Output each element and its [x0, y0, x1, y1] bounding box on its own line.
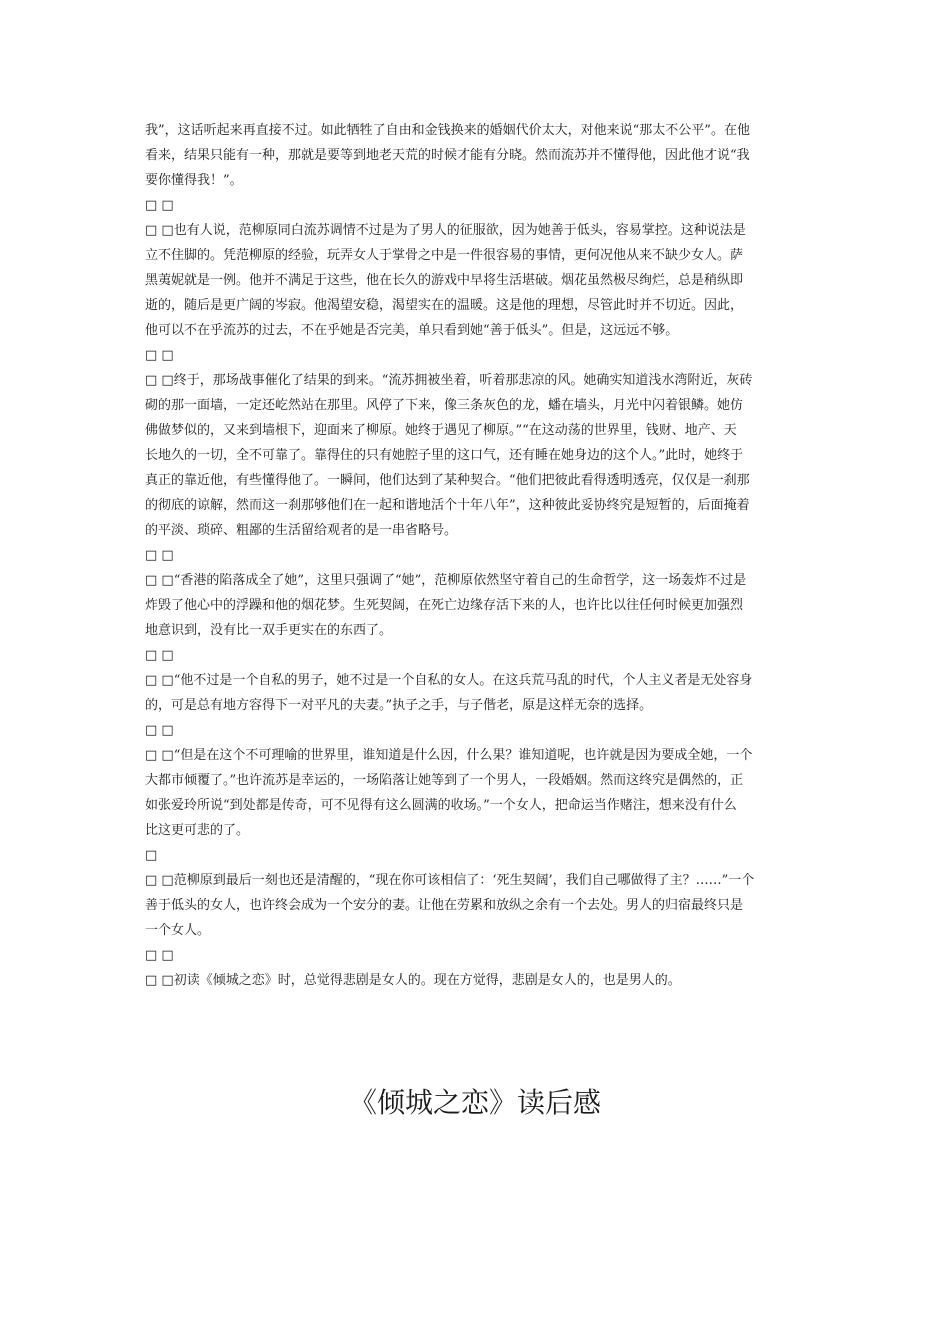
text-line: 炸毁了他心中的浮躁和他的烟花梦。生死契阔，在死亡边缘存活下来的人，也许比以往任何时候更加强烈	[145, 598, 744, 613]
text-line: 一个女人。	[145, 923, 211, 938]
text-line: 要你懂得我！”。	[145, 173, 243, 188]
text-line: □	[145, 848, 158, 863]
text-line: □ □“他不过是一个自私的男子，她不过是一个自私的女人。在这兵荒马乱的时代，个人主义者是无处容身	[145, 673, 753, 688]
text-line: 看来，结果只能有一种，那就是要等到地老天荒的时候才能有分晓。然而流苏并不懂得他，因此他才说“我	[145, 148, 750, 163]
text-line: 长地久的一切，全不可靠了。靠得住的只有她腔子里的这口气，还有睡在她身边的这个人。”此时，她终于	[145, 448, 744, 463]
text-line: 黑荑妮就是一例。他并不满足于这些，他在长久的游戏中早将生活堪破。烟花虽然极尽绚烂，总是稍纵即	[145, 273, 744, 288]
text-line: 的彻底的谅解，然而这一刹那够他们在一起和谐地活个十年八年”，这种彼此妥协终究是短暂的，后面掩着	[145, 498, 750, 513]
text-line: 地意识到，没有比一双手更实在的东西了。	[145, 623, 393, 638]
text-line: 真正的靠近他，有些懂得他了。一瞬间，他们达到了某种契合。“他们把彼此看得透明透亮，仅仅是一刹那	[145, 473, 750, 488]
text-line: 善于低头的女人，也许终会成为一个安分的妻。让他在劳累和放纵之余有一个去处。男人的归宿最终只是	[145, 898, 744, 913]
text-line: 比这更可悲的了。	[145, 823, 250, 838]
essay-body	[145, 118, 810, 993]
text-line: 立不住脚的。凭范柳原的经验，玩弄女人于掌骨之中是一件很容易的事情，更何况他从来不缺少女人。萨	[145, 248, 744, 263]
text-line: □ □	[145, 348, 174, 363]
text-line: □ □“但是在这个不可理喻的世界里，谁知道是什么因，什么果？谁知道呢，也许就是因为要成全她，一个	[145, 748, 753, 763]
text-line: □ □	[145, 648, 174, 663]
text-line: □ □	[145, 948, 174, 963]
text-line: 他可以不在乎流苏的过去，不在乎她是否完美，单只看到她“善于低头”。但是，这远远不够。	[145, 323, 679, 338]
text-line: 砌的那一面墙，一定还屹然站在那里。风停了下来，像三条灰色的龙，蟠在墙头，月光中闪着银鳞。她仿	[145, 398, 744, 413]
text-line: 大都市倾覆了。”也许流苏是幸运的，一场陷落让她等到了一个男人，一段婚姻。然而这终究是偶然的，正	[145, 773, 744, 788]
text-line: □ □也有人说，范柳原同白流苏调情不过是为了男人的征服欲，因为她善于低头，容易掌控。这种说法是	[145, 223, 746, 238]
text-line: □ □范柳原到最后一刻也还是清醒的，“现在你可该相信了：‘死生契阔’，我们自己哪做得了主？……”一个	[145, 873, 755, 888]
text-line: □ □终于，那场战事催化了结果的到来。“流苏拥被坐着，听着那悲凉的风。她确实知道浅水湾附近，灰砖	[145, 373, 753, 388]
text-line: 的，可是总有地方容得下一对平凡的夫妻。”执子之手，与子偕老，原是这样无奈的选择。	[145, 698, 653, 713]
text-line: 逝的，随后是更广阔的岑寂。他渴望安稳，渴望实在的温暖。这是他的理想，尽管此时并不切近。因此，	[145, 298, 744, 313]
text-line: 佛做梦似的，又来到墙根下，迎面来了柳原。她终于遇见了柳原。”“在这动荡的世界里，钱财、地产、天	[145, 423, 737, 438]
text-line: □ □	[145, 723, 174, 738]
text-line: □ □初读《倾城之恋》时，总觉得悲剧是女人的。现在方觉得，悲剧是女人的，也是男人的。	[145, 973, 681, 988]
text-line: □ □	[145, 548, 174, 563]
text-line: 我”，这话听起来再直接不过。如此牺牲了自由和金钱换来的婚姻代价太大，对他来说“那太不公平”。在他	[145, 123, 750, 138]
page-title: 《倾城之恋》读后感	[348, 1086, 601, 1119]
text-line: 如张爱玲所说“到处都是传奇，可不见得有这么圆满的收场。”一个女人，把命运当作赌注，想来没有什么	[145, 798, 737, 813]
text-line: 的平淡、琐碎、粗鄙的生活留给观者的是一串省略号。	[145, 523, 458, 538]
text-line: □ □	[145, 198, 174, 213]
text-line: □ □“香港的陷落成全了她”，这里只强调了“她”，范柳原依然坚守着自己的生命哲学，这一场轰炸不过是	[145, 573, 747, 588]
